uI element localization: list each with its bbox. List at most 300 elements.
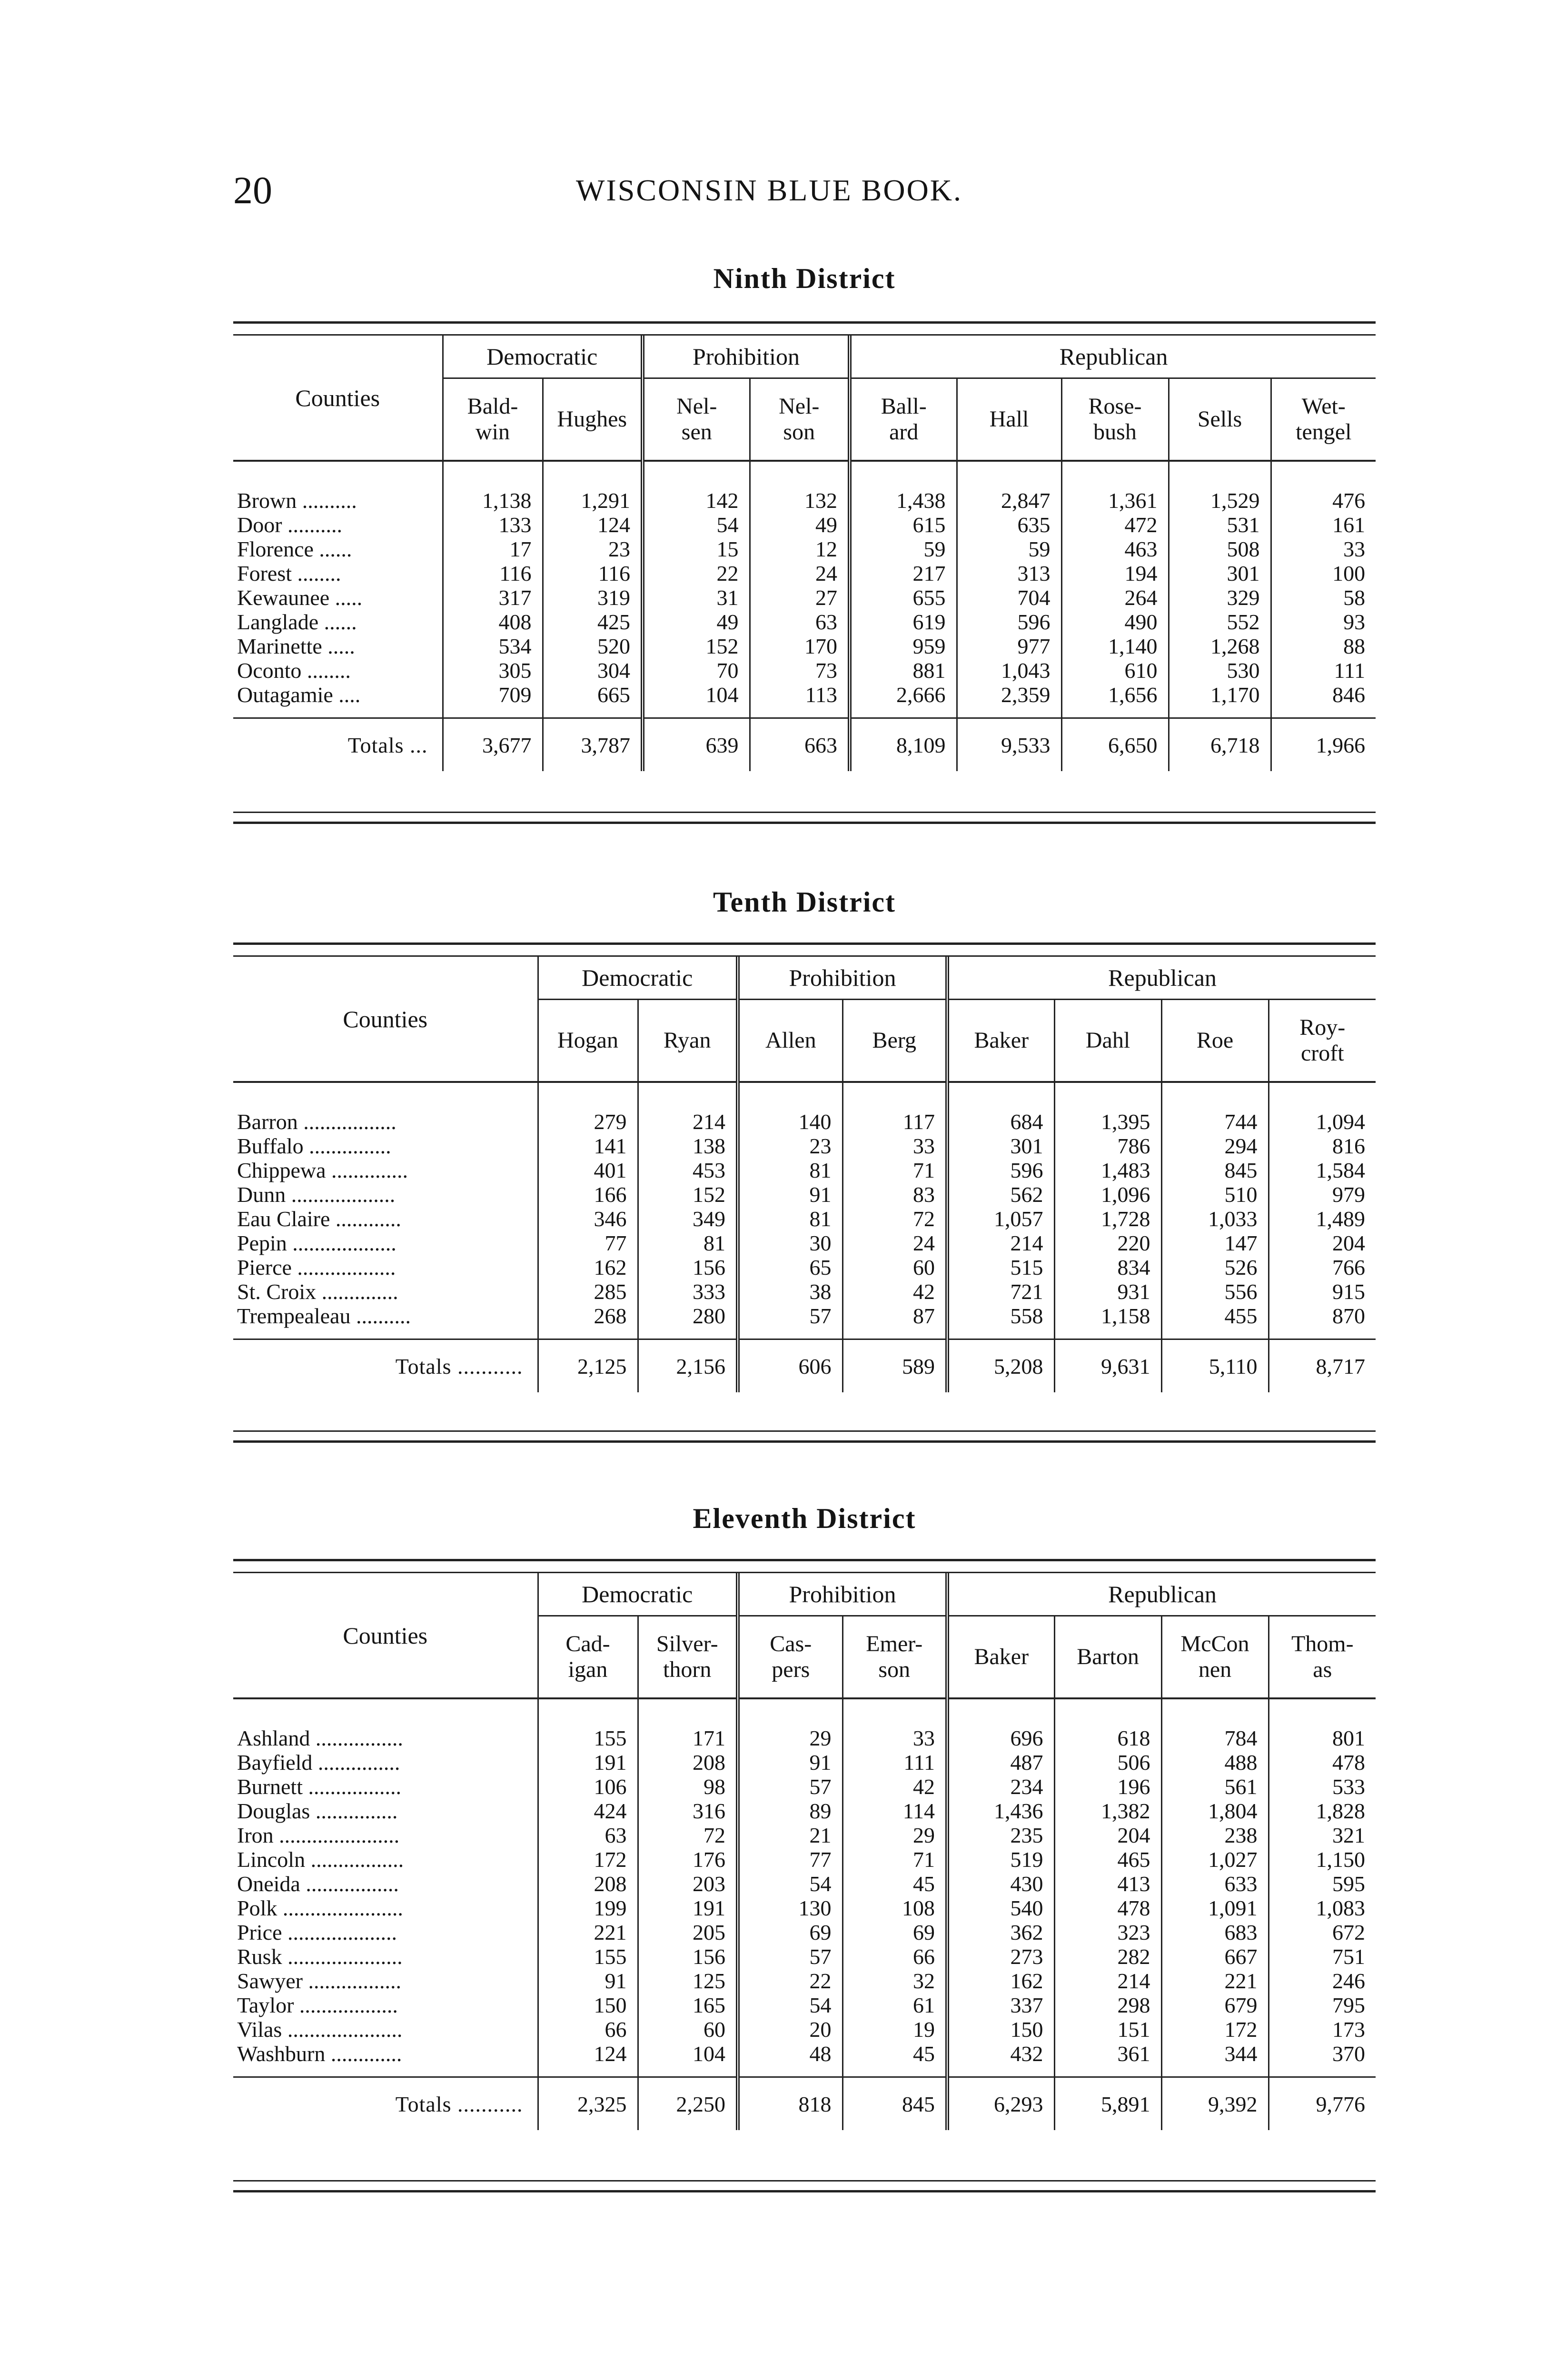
- vote-count-cell: 1,083: [1269, 1896, 1376, 1920]
- vote-count-cell: 683: [1161, 1920, 1269, 1944]
- candidate-header: Baker: [947, 1616, 1054, 1699]
- totals-label: Totals ...........: [233, 1339, 538, 1393]
- vote-count-cell: 2,359: [957, 683, 1061, 718]
- vote-count-cell: 27: [750, 585, 850, 610]
- vote-count-cell: 304: [543, 658, 643, 683]
- vote-count-cell: 124: [543, 513, 643, 537]
- vote-count-cell: 317: [443, 585, 543, 610]
- total-value-cell: 9,631: [1054, 1339, 1161, 1393]
- vote-count-cell: 33: [842, 1134, 947, 1158]
- vote-count-cell: 114: [842, 1799, 947, 1823]
- vote-count-cell: 667: [1161, 1944, 1269, 1969]
- vote-count-cell: 1,158: [1054, 1304, 1161, 1339]
- county-name-cell: Bayfield ...............: [237, 1750, 400, 1775]
- table-row: [233, 1944, 1376, 1969]
- vote-count-cell: 32: [842, 1969, 947, 1993]
- vote-count-cell: 655: [850, 585, 957, 610]
- vote-count-cell: 214: [1054, 1969, 1161, 1993]
- vote-count-cell: 1,382: [1054, 1799, 1161, 1823]
- total-value-cell: 2,250: [638, 2077, 738, 2131]
- vote-count-cell: 204: [1269, 1231, 1376, 1255]
- vote-count-cell: 455: [1161, 1304, 1269, 1339]
- table-row: [233, 1304, 1376, 1339]
- vote-count-cell: 490: [1061, 610, 1169, 634]
- vote-count-cell: 413: [1054, 1872, 1161, 1896]
- county-name-cell: Brown ..........: [237, 488, 357, 513]
- table-row: [233, 1182, 1376, 1207]
- vote-count-cell: 204: [1054, 1823, 1161, 1847]
- vote-count-cell: 472: [1061, 513, 1169, 537]
- vote-count-cell: 1,094: [1269, 1082, 1376, 1134]
- vote-count-cell: 88: [1271, 634, 1376, 658]
- total-value-cell: 589: [842, 1339, 947, 1393]
- tenth-district-section: [233, 883, 1376, 1454]
- vote-count-cell: 305: [443, 658, 543, 683]
- vote-count-cell: 1,489: [1269, 1207, 1376, 1231]
- total-value-cell: 3,677: [443, 718, 543, 772]
- vote-count-cell: 333: [638, 1279, 738, 1304]
- vote-count-cell: 672: [1269, 1920, 1376, 1944]
- vote-count-cell: 22: [643, 561, 750, 585]
- page-number: 20: [233, 169, 272, 212]
- table-row: [233, 1993, 1376, 2017]
- vote-count-cell: 194: [1061, 561, 1169, 585]
- candidate-header: Nel- sen: [643, 378, 750, 461]
- table-row: [233, 2042, 1376, 2077]
- vote-count-cell: 1,529: [1169, 461, 1271, 513]
- bottom-rule: [233, 1430, 1376, 1443]
- running-title: WISCONSIN BLUE BOOK.: [576, 173, 962, 207]
- vote-count-cell: 24: [842, 1231, 947, 1255]
- county-name-cell: Lincoln .................: [237, 1847, 404, 1872]
- county-name-cell: Oneida .................: [237, 1872, 399, 1896]
- total-value-cell: 845: [842, 2077, 947, 2131]
- vote-count-cell: 45: [842, 1872, 947, 1896]
- vote-count-cell: 519: [947, 1847, 1054, 1872]
- vote-count-cell: 370: [1269, 2042, 1376, 2077]
- vote-count-cell: 111: [842, 1750, 947, 1775]
- vote-count-cell: 915: [1269, 1279, 1376, 1304]
- total-value-cell: 9,392: [1161, 2077, 1269, 2131]
- candidate-header: Baker: [947, 1000, 1054, 1082]
- table-row: [233, 1872, 1376, 1896]
- vote-count-cell: 172: [538, 1847, 638, 1872]
- vote-count-cell: 2,666: [850, 683, 957, 718]
- vote-count-cell: 1,057: [947, 1207, 1054, 1231]
- vote-count-cell: 931: [1054, 1279, 1161, 1304]
- candidate-header: Hall: [957, 378, 1061, 461]
- vote-count-cell: 870: [1269, 1304, 1376, 1339]
- total-value-cell: 5,110: [1161, 1339, 1269, 1393]
- vote-count-cell: 1,091: [1161, 1896, 1269, 1920]
- county-name-cell: Vilas .....................: [237, 2017, 403, 2042]
- total-value-cell: 2,125: [538, 1339, 638, 1393]
- vote-count-cell: 59: [957, 537, 1061, 561]
- vote-count-cell: 89: [738, 1799, 842, 1823]
- vote-count-cell: 1,728: [1054, 1207, 1161, 1231]
- county-name-cell: Price ....................: [237, 1920, 397, 1944]
- vote-count-cell: 337: [947, 1993, 1054, 2017]
- total-value-cell: 2,156: [638, 1339, 738, 1393]
- vote-count-cell: 268: [538, 1304, 638, 1339]
- vote-count-cell: 238: [1161, 1823, 1269, 1847]
- vote-count-cell: 63: [538, 1823, 638, 1847]
- vote-count-cell: 142: [643, 461, 750, 513]
- vote-count-cell: 786: [1054, 1134, 1161, 1158]
- vote-count-cell: 91: [738, 1750, 842, 1775]
- party-header-democratic: Democratic: [538, 957, 738, 1000]
- vote-count-cell: 846: [1271, 683, 1376, 718]
- vote-count-cell: 313: [957, 561, 1061, 585]
- vote-count-cell: 58: [1271, 585, 1376, 610]
- vote-count-cell: 125: [638, 1969, 738, 1993]
- vote-count-cell: 91: [738, 1182, 842, 1207]
- vote-count-cell: 530: [1169, 658, 1271, 683]
- party-header-democratic: Democratic: [538, 1573, 738, 1616]
- vote-count-cell: 116: [543, 561, 643, 585]
- vote-count-cell: 424: [538, 1799, 638, 1823]
- table-row: [233, 1750, 1376, 1775]
- vote-count-cell: 66: [538, 2017, 638, 2042]
- vote-count-cell: 1,043: [957, 658, 1061, 683]
- vote-count-cell: 83: [842, 1182, 947, 1207]
- party-header-republican: Republican: [947, 957, 1376, 1000]
- vote-count-cell: 1,027: [1161, 1847, 1269, 1872]
- table-row: [233, 1698, 1376, 1750]
- vote-count-cell: 29: [842, 1823, 947, 1847]
- vote-count-cell: 141: [538, 1134, 638, 1158]
- table-row: [233, 2017, 1376, 2042]
- table-row: [233, 634, 1376, 658]
- vote-count-cell: 98: [638, 1775, 738, 1799]
- table-row: [233, 537, 1376, 561]
- vote-count-cell: 465: [1054, 1847, 1161, 1872]
- vote-count-cell: 1,395: [1054, 1082, 1161, 1134]
- vote-count-cell: 279: [538, 1082, 638, 1134]
- vote-count-cell: 280: [638, 1304, 738, 1339]
- vote-count-cell: 1,828: [1269, 1799, 1376, 1823]
- vote-count-cell: 15: [643, 537, 750, 561]
- vote-count-cell: 208: [538, 1872, 638, 1896]
- eleventh-district-section: [233, 1499, 1376, 2213]
- vote-count-cell: 30: [738, 1231, 842, 1255]
- table-row: [233, 1823, 1376, 1847]
- total-value-cell: 9,533: [957, 718, 1061, 772]
- vote-count-cell: 60: [842, 1255, 947, 1279]
- vote-count-cell: 558: [947, 1304, 1054, 1339]
- vote-count-cell: 556: [1161, 1279, 1269, 1304]
- vote-count-cell: 108: [842, 1896, 947, 1920]
- party-header-republican: Republican: [947, 1573, 1376, 1616]
- vote-count-cell: 45: [842, 2042, 947, 2077]
- table-row: [233, 1158, 1376, 1182]
- vote-count-cell: 321: [1269, 1823, 1376, 1847]
- vote-count-cell: 170: [750, 634, 850, 658]
- candidate-header: Dahl: [1054, 1000, 1161, 1082]
- vote-count-cell: 323: [1054, 1920, 1161, 1944]
- vote-count-cell: 2,847: [957, 461, 1061, 513]
- vote-count-cell: 301: [947, 1134, 1054, 1158]
- totals-label: Totals ...: [233, 718, 443, 772]
- total-value-cell: 6,650: [1061, 718, 1169, 772]
- table-row: [233, 610, 1376, 634]
- vote-count-cell: 487: [947, 1750, 1054, 1775]
- vote-count-cell: 172: [1161, 2017, 1269, 2042]
- vote-count-cell: 176: [638, 1847, 738, 1872]
- party-header-prohibition: Prohibition: [643, 336, 850, 378]
- vote-count-cell: 33: [842, 1698, 947, 1750]
- table-row: [233, 1134, 1376, 1158]
- counties-header: Counties: [233, 1573, 538, 1698]
- vote-count-cell: 113: [750, 683, 850, 718]
- vote-count-cell: 235: [947, 1823, 1054, 1847]
- vote-count-cell: 221: [1161, 1969, 1269, 1993]
- table-row: [233, 513, 1376, 537]
- vote-count-cell: 1,140: [1061, 634, 1169, 658]
- vote-count-cell: 744: [1161, 1082, 1269, 1134]
- candidate-header: Emer- son: [842, 1616, 947, 1699]
- vote-count-cell: 615: [850, 513, 957, 537]
- vote-count-cell: 49: [750, 513, 850, 537]
- county-name-cell: Buffalo ...............: [237, 1134, 391, 1158]
- vote-count-cell: 57: [738, 1944, 842, 1969]
- vote-count-cell: 147: [1161, 1231, 1269, 1255]
- vote-count-cell: 408: [443, 610, 543, 634]
- vote-count-cell: 133: [443, 513, 543, 537]
- vote-count-cell: 766: [1269, 1255, 1376, 1279]
- total-value-cell: 3,787: [543, 718, 643, 772]
- vote-count-cell: 152: [643, 634, 750, 658]
- vote-count-cell: 214: [947, 1231, 1054, 1255]
- vote-count-cell: 478: [1054, 1896, 1161, 1920]
- party-header-democratic: Democratic: [443, 336, 643, 378]
- candidate-header: McCon nen: [1161, 1616, 1269, 1699]
- county-name-cell: Chippewa ..............: [237, 1158, 408, 1182]
- candidate-header: Silver- thorn: [638, 1616, 738, 1699]
- vote-count-cell: 54: [643, 513, 750, 537]
- district-title: Ninth District: [713, 263, 896, 294]
- vote-count-cell: 801: [1269, 1698, 1376, 1750]
- vote-count-cell: 344: [1161, 2042, 1269, 2077]
- vote-count-cell: 453: [638, 1158, 738, 1182]
- county-name-cell: Douglas ...............: [237, 1799, 398, 1823]
- vote-count-cell: 845: [1161, 1158, 1269, 1182]
- vote-count-cell: 432: [947, 2042, 1054, 2077]
- vote-count-cell: 633: [1161, 1872, 1269, 1896]
- vote-count-cell: 87: [842, 1304, 947, 1339]
- county-name-cell: Outagamie ....: [237, 683, 361, 707]
- county-name-cell: Pierce ..................: [237, 1255, 396, 1279]
- vote-count-cell: 54: [738, 1872, 842, 1896]
- vote-count-cell: 596: [947, 1158, 1054, 1182]
- candidate-header: Cad- igan: [538, 1616, 638, 1699]
- vote-count-cell: 166: [538, 1182, 638, 1207]
- top-rule: [233, 1559, 1376, 1573]
- county-name-cell: Burnett .................: [237, 1775, 401, 1799]
- candidate-header: Bald- win: [443, 378, 543, 461]
- county-name-cell: Polk ......................: [237, 1896, 403, 1920]
- candidate-header: Berg: [842, 1000, 947, 1082]
- totals-row: [233, 2077, 1376, 2131]
- county-name-cell: Marinette .....: [237, 634, 355, 658]
- vote-count-cell: 81: [638, 1231, 738, 1255]
- vote-count-cell: 69: [738, 1920, 842, 1944]
- candidate-header: Hughes: [543, 378, 643, 461]
- table-row: [233, 1896, 1376, 1920]
- vote-count-cell: 48: [738, 2042, 842, 2077]
- candidate-header: Roy- croft: [1269, 1000, 1376, 1082]
- county-name-cell: Kewaunee .....: [237, 585, 363, 610]
- vote-count-cell: 150: [538, 1993, 638, 2017]
- candidate-header: Cas- pers: [738, 1616, 842, 1699]
- district-title: Tenth District: [713, 886, 896, 918]
- county-name-cell: Sawyer .................: [237, 1969, 401, 1993]
- vote-count-cell: 301: [1169, 561, 1271, 585]
- total-value-cell: 1,966: [1271, 718, 1376, 772]
- vote-count-cell: 1,804: [1161, 1799, 1269, 1823]
- vote-count-cell: 704: [957, 585, 1061, 610]
- ninth-district-table: [233, 336, 1376, 771]
- vote-count-cell: 71: [842, 1847, 947, 1872]
- vote-count-cell: 618: [1054, 1698, 1161, 1750]
- county-name-cell: St. Croix ..............: [237, 1279, 398, 1304]
- total-value-cell: 2,325: [538, 2077, 638, 2131]
- county-name-cell: Eau Claire ............: [237, 1207, 401, 1231]
- vote-count-cell: 150: [947, 2017, 1054, 2042]
- vote-count-cell: 19: [842, 2017, 947, 2042]
- vote-count-cell: 329: [1169, 585, 1271, 610]
- vote-count-cell: 595: [1269, 1872, 1376, 1896]
- vote-count-cell: 57: [738, 1775, 842, 1799]
- vote-count-cell: 401: [538, 1158, 638, 1182]
- ninth-district-section: [233, 259, 1376, 831]
- vote-count-cell: 116: [443, 561, 543, 585]
- vote-count-cell: 81: [738, 1207, 842, 1231]
- vote-count-cell: 17: [443, 537, 543, 561]
- vote-count-cell: 273: [947, 1944, 1054, 1969]
- vote-count-cell: 73: [750, 658, 850, 683]
- vote-count-cell: 208: [638, 1750, 738, 1775]
- table-row: [233, 585, 1376, 610]
- vote-count-cell: 38: [738, 1279, 842, 1304]
- county-name-cell: Florence ......: [237, 537, 352, 561]
- vote-count-cell: 508: [1169, 537, 1271, 561]
- vote-count-cell: 23: [543, 537, 643, 561]
- candidate-header: Wet- tengel: [1271, 378, 1376, 461]
- vote-count-cell: 65: [738, 1255, 842, 1279]
- table-row: [233, 1231, 1376, 1255]
- vote-count-cell: 425: [543, 610, 643, 634]
- vote-count-cell: 155: [538, 1944, 638, 1969]
- vote-count-cell: 22: [738, 1969, 842, 1993]
- vote-count-cell: 217: [850, 561, 957, 585]
- vote-count-cell: 138: [638, 1134, 738, 1158]
- vote-count-cell: 679: [1161, 1993, 1269, 2017]
- vote-count-cell: 162: [538, 1255, 638, 1279]
- vote-count-cell: 42: [842, 1775, 947, 1799]
- vote-count-cell: 665: [543, 683, 643, 718]
- vote-count-cell: 71: [842, 1158, 947, 1182]
- vote-count-cell: 361: [1054, 2042, 1161, 2077]
- vote-count-cell: 751: [1269, 1944, 1376, 1969]
- total-value-cell: 8,109: [850, 718, 957, 772]
- candidate-header: Sells: [1169, 378, 1271, 461]
- vote-count-cell: 526: [1161, 1255, 1269, 1279]
- table-row: [233, 683, 1376, 718]
- vote-count-cell: 12: [750, 537, 850, 561]
- vote-count-cell: 66: [842, 1944, 947, 1969]
- vote-count-cell: 562: [947, 1182, 1054, 1207]
- vote-count-cell: 221: [538, 1920, 638, 1944]
- candidate-header: Barton: [1054, 1616, 1161, 1699]
- vote-count-cell: 319: [543, 585, 643, 610]
- vote-count-cell: 104: [643, 683, 750, 718]
- table-row: [233, 1799, 1376, 1823]
- vote-count-cell: 282: [1054, 1944, 1161, 1969]
- total-value-cell: 6,718: [1169, 718, 1271, 772]
- vote-count-cell: 117: [842, 1082, 947, 1134]
- table-row: [233, 461, 1376, 513]
- bottom-rule: [233, 2180, 1376, 2192]
- vote-count-cell: 510: [1161, 1182, 1269, 1207]
- vote-count-cell: 234: [947, 1775, 1054, 1799]
- district-title: Eleventh District: [693, 1503, 916, 1534]
- party-header-prohibition: Prohibition: [738, 1573, 947, 1616]
- vote-count-cell: 72: [842, 1207, 947, 1231]
- vote-count-cell: 552: [1169, 610, 1271, 634]
- vote-count-cell: 124: [538, 2042, 638, 2077]
- vote-count-cell: 152: [638, 1182, 738, 1207]
- vote-count-cell: 57: [738, 1304, 842, 1339]
- vote-count-cell: 111: [1271, 658, 1376, 683]
- candidate-header: Rose- bush: [1061, 378, 1169, 461]
- vote-count-cell: 285: [538, 1279, 638, 1304]
- vote-count-cell: 1,291: [543, 461, 643, 513]
- vote-count-cell: 93: [1271, 610, 1376, 634]
- vote-count-cell: 834: [1054, 1255, 1161, 1279]
- vote-count-cell: 199: [538, 1896, 638, 1920]
- vote-count-cell: 596: [957, 610, 1061, 634]
- totals-row: [233, 1339, 1376, 1393]
- candidate-header: Ryan: [638, 1000, 738, 1082]
- vote-count-cell: 298: [1054, 1993, 1161, 2017]
- vote-count-cell: 104: [638, 2042, 738, 2077]
- vote-count-cell: 54: [738, 1993, 842, 2017]
- vote-count-cell: 1,150: [1269, 1847, 1376, 1872]
- vote-count-cell: 246: [1269, 1969, 1376, 1993]
- vote-count-cell: 81: [738, 1158, 842, 1182]
- counties-header: Counties: [233, 957, 538, 1082]
- vote-count-cell: 1,436: [947, 1799, 1054, 1823]
- county-name-cell: Taylor ..................: [237, 1993, 398, 2017]
- vote-count-cell: 191: [538, 1750, 638, 1775]
- vote-count-cell: 349: [638, 1207, 738, 1231]
- vote-count-cell: 1,584: [1269, 1158, 1376, 1182]
- vote-count-cell: 1,170: [1169, 683, 1271, 718]
- candidate-header: Ball- ard: [850, 378, 957, 461]
- vote-count-cell: 33: [1271, 537, 1376, 561]
- county-name-cell: Iron ......................: [237, 1823, 400, 1847]
- table-row: [233, 561, 1376, 585]
- candidate-header: Hogan: [538, 1000, 638, 1082]
- county-name-cell: Pepin ...................: [237, 1231, 396, 1255]
- county-name-cell: Barron .................: [237, 1110, 396, 1134]
- vote-count-cell: 488: [1161, 1750, 1269, 1775]
- vote-count-cell: 69: [842, 1920, 947, 1944]
- vote-count-cell: 1,656: [1061, 683, 1169, 718]
- vote-count-cell: 1,096: [1054, 1182, 1161, 1207]
- county-name-cell: Rusk .....................: [237, 1944, 403, 1969]
